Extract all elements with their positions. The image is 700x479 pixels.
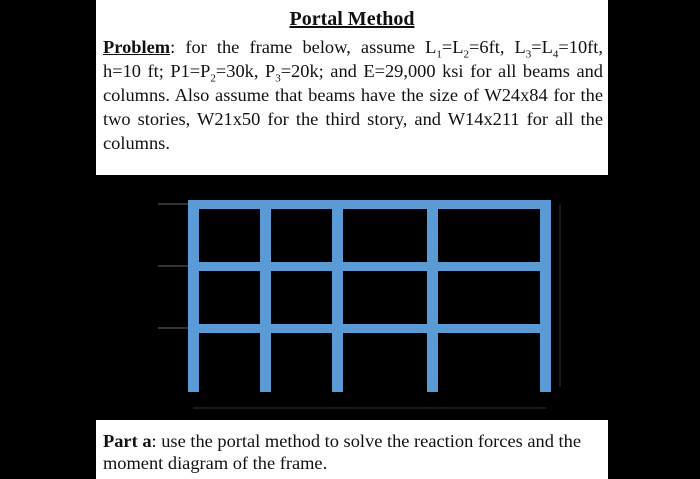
beam-second-floor — [188, 324, 551, 333]
problem-statement: Problem: for the frame below, assume $L_1=L_2=6ft$, $L_3=L_4=10ft$, h=10 ft; $P1=P_2=30k$, $P_3=20k$; and E=29,000 ksi for all beams and columns. Also assume that beams have the size of W24x84 for the two stories, W21x50 for the third story, and W14x211 for all the columns. — [103, 37, 603, 153]
column-1 — [188, 200, 199, 392]
part-a-statement: Part a: use the portal method to solve the reaction forces and the moment diagram of the frame. — [103, 431, 582, 473]
part-a-label: Part a — [103, 431, 152, 451]
part-a-panel — [96, 420, 608, 479]
page-title: Portal Method — [289, 8, 415, 30]
problem-panel — [96, 0, 608, 175]
column-2 — [260, 200, 271, 392]
load-arrows — [158, 204, 190, 328]
problem-label: Problem — [103, 37, 171, 57]
column-5 — [540, 200, 551, 392]
column-3 — [332, 200, 343, 392]
beam-third-floor — [188, 262, 551, 271]
column-4 — [427, 200, 438, 392]
frame-diagram — [0, 175, 700, 420]
beams — [188, 200, 551, 333]
columns — [188, 200, 551, 392]
beam-roof — [188, 200, 551, 209]
dimension-lines — [193, 204, 560, 408]
